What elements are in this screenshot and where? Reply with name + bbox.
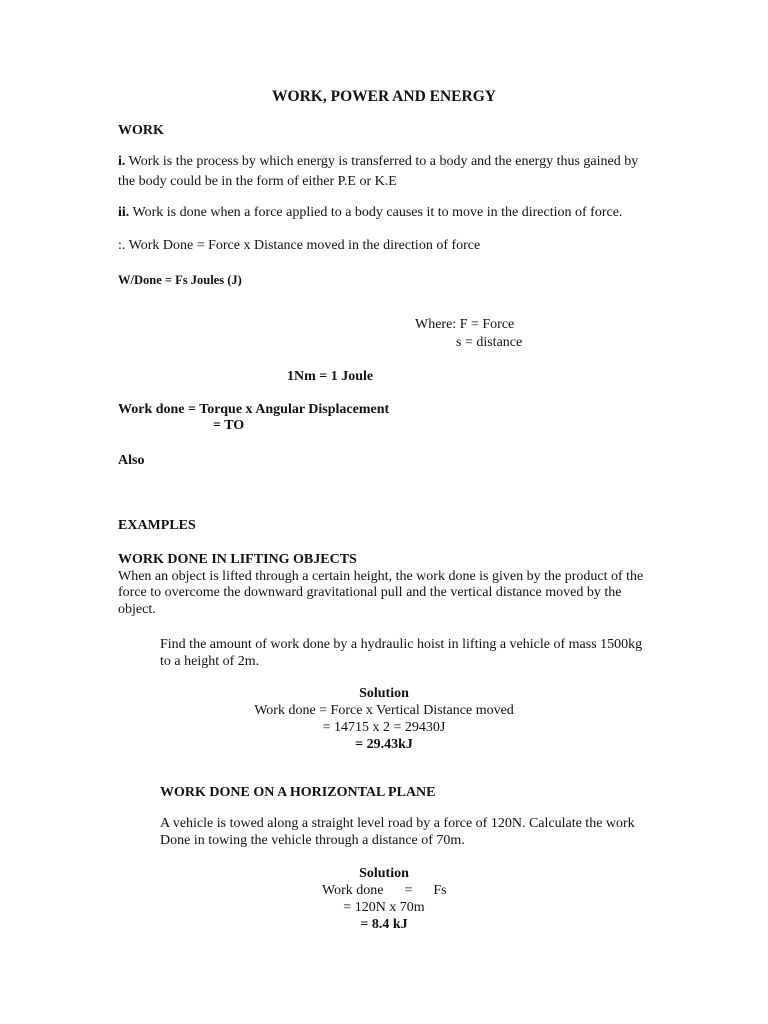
lifting-para-line1: When an object is lifted through a certain height, the work done is given by the product of the <box>118 569 644 584</box>
point-i-line1 <box>118 154 638 170</box>
lifting-question-line2: to a height of 2m. <box>160 654 260 669</box>
page-title: WORK, POWER AND ENERGY <box>272 88 496 105</box>
lifting-question-line1: Find the amount of work done by a hydraulic hoist in lifting a vehicle of mass 1500kg <box>160 637 643 652</box>
horizontal-solution-label: Solution <box>359 866 409 881</box>
lifting-solution-line3: = 29.43kJ <box>355 737 413 752</box>
nm-joule-equation: 1Nm = 1 Joule <box>287 369 374 384</box>
also-label: Also <box>118 453 145 468</box>
point-ii-label: ii. <box>118 205 130 220</box>
torque-equation-line1: Work done = Torque x Angular Displacement <box>118 402 390 417</box>
lifting-para-line3: object. <box>118 602 156 617</box>
point-i-line2: the body could be in the form of either P.E or K.E <box>118 174 397 189</box>
horizontal-question-line2: Done in towing the vehicle through a distance of 70m. <box>160 833 465 848</box>
lifting-solution-label: Solution <box>359 686 409 701</box>
horizontal-question-line1: A vehicle is towed along a straight level road by a force of 120N. Calculate the work <box>160 816 635 831</box>
formula-wdone: W/Done = Fs Joules (J) <box>118 273 242 287</box>
where-distance: s = distance <box>456 335 523 350</box>
point-i-label: i. <box>118 154 126 169</box>
where-force: Where: F = Force <box>415 317 515 332</box>
work-done-definition: :. Work Done = Force x Distance moved in the direction of force <box>118 238 481 253</box>
point-ii <box>118 205 622 221</box>
horizontal-solution-line1: Work done = Fs <box>322 883 447 898</box>
lifting-solution-line2: = 14715 x 2 = 29430J <box>322 720 446 735</box>
horizontal-solution-line2: = 120N x 70m <box>343 900 425 915</box>
lifting-para-line2: force to overcome the downward gravitational pull and the vertical distance moved by the <box>118 585 622 600</box>
examples-heading: EXAMPLES <box>118 518 196 533</box>
lifting-heading: WORK DONE IN LIFTING OBJECTS <box>118 552 357 567</box>
horizontal-heading: WORK DONE ON A HORIZONTAL PLANE <box>160 785 436 800</box>
torque-equation-line2: = TO <box>213 418 245 433</box>
horizontal-solution-line3: = 8.4 kJ <box>360 917 408 932</box>
point-ii-text: Work is done when a force applied to a body causes it to move in the direction of force. <box>129 205 623 220</box>
lifting-solution-line1: Work done = Force x Vertical Distance moved <box>254 703 514 718</box>
point-i-text: Work is the process by which energy is transferred to a body and the energy thus gained by <box>125 154 639 169</box>
section-heading-work: WORK <box>118 123 164 138</box>
